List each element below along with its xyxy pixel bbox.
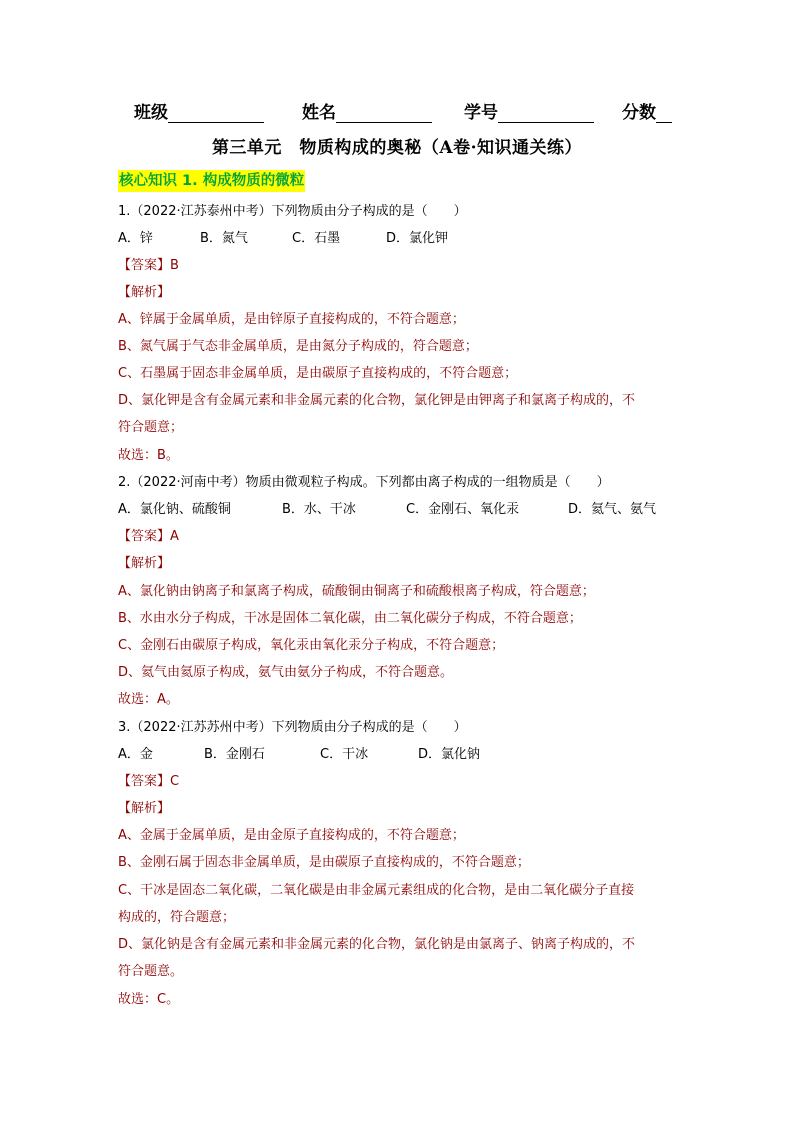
class-blank[interactable] <box>168 104 264 123</box>
question-2-conclusion: 故选：A。 <box>118 692 179 707</box>
option-d: D．氯化钠 <box>418 747 481 762</box>
question-3-analysis-line: D、氯化钠是含有金属元素和非金属元素的化合物，氯化钠是由氯离子、钠离子构成的，不 <box>118 937 636 952</box>
question-2-analysis-line: B、水由水分子构成，干冰是固体二氧化碳，由二氧化碳分子构成，不符合题意； <box>118 611 582 626</box>
option-c: C．金刚石、氧化汞 <box>406 502 520 517</box>
question-3-analysis-label: 【解析】 <box>118 801 171 816</box>
question-2-analysis-line: C、金刚石由碳原子构成，氧化汞由氧化汞分子构成，不符合题意； <box>118 638 505 653</box>
question-3-analysis-line: B、金刚石属于固态非金属单质，是由碳原子直接构成的，不符合题意； <box>118 855 530 870</box>
option-a: A．氯化钠、硫酸铜 <box>118 502 231 517</box>
question-3-stem: 3.（2022·江苏苏州中考）下列物质由分子构成的是（ ） <box>118 720 467 735</box>
score-field <box>622 98 672 123</box>
page-title: 第三单元 物质构成的奥秘（A卷·知识通关练） <box>211 138 583 158</box>
question-1-analysis-label: 【解析】 <box>118 285 171 300</box>
section-heading: 核心知识 1. 构成物质的微粒 <box>118 170 305 192</box>
option-a: A．金 <box>118 747 153 762</box>
question-3-analysis-line: 符合题意。 <box>118 964 184 979</box>
question-3-analysis-line: C、干冰是固态二氧化碳，二氧化碳是由非金属元素组成的化合物，是由二氧化碳分子直接 <box>118 883 635 898</box>
student-info-line <box>134 98 694 122</box>
class-label: 班级 <box>134 103 168 123</box>
question-2-stem: 2.（2022·河南中考）物质由微观粒子构成。下列都由离子构成的一组物质是（ ） <box>118 475 610 490</box>
id-label: 学号 <box>464 103 498 123</box>
question-3-analysis-line: A、金属于金属单质，是由金原子直接构成的，不符合题意； <box>118 828 465 843</box>
question-3-conclusion: 故选：C。 <box>118 992 180 1007</box>
question-1-analysis-line: C、石墨属于固态非金属单质，是由碳原子直接构成的，不符合题意； <box>118 366 518 381</box>
id-blank[interactable] <box>498 104 594 123</box>
option-d: D．氯化钾 <box>386 231 449 246</box>
option-b: B．金刚石 <box>204 747 265 762</box>
name-field <box>302 98 432 123</box>
question-2-analysis-line: D、氦气由氦原子构成，氨气由氨分子构成，不符合题意。 <box>118 665 454 680</box>
question-3-answer: 【答案】C <box>118 774 180 789</box>
question-1-analysis-line: D、氯化钾是含有金属元素和非金属元素的化合物，氯化钾是由钾离子和氯离子构成的，不 <box>118 393 636 408</box>
option-c: C．干冰 <box>320 747 369 762</box>
question-1-analysis-line: 符合题意； <box>118 420 184 435</box>
option-c: C．石墨 <box>292 231 341 246</box>
question-1-answer: 【答案】B <box>118 258 179 273</box>
option-a: A．锌 <box>118 231 153 246</box>
option-b: B．水、干冰 <box>282 502 356 517</box>
option-d: D．氦气、氨气 <box>568 502 657 517</box>
question-1-options <box>118 229 678 249</box>
name-blank[interactable] <box>336 104 432 123</box>
question-2-analysis-line: A、氯化钠由钠离子和氯离子构成，硫酸铜由铜离子和硫酸根离子构成，符合题意； <box>118 584 595 599</box>
question-3-options <box>118 745 678 765</box>
question-1-analysis-line: B、氮气属于气态非金属单质，是由氮分子构成的，符合题意； <box>118 339 478 354</box>
question-1-analysis-line: A、锌属于金属单质，是由锌原子直接构成的，不符合题意； <box>118 312 465 327</box>
question-2-analysis-label: 【解析】 <box>118 556 171 571</box>
option-b: B．氮气 <box>200 231 248 246</box>
question-3-analysis-line: 构成的，符合题意； <box>118 910 236 925</box>
question-1-conclusion: 故选：B。 <box>118 448 179 463</box>
id-field <box>464 98 594 123</box>
class-field <box>134 98 264 123</box>
name-label: 姓名 <box>302 103 336 123</box>
question-2-answer: 【答案】A <box>118 529 179 544</box>
score-blank[interactable] <box>656 104 672 123</box>
question-2-options <box>118 500 678 520</box>
score-label: 分数 <box>622 103 656 123</box>
question-1-stem: 1.（2022·江苏泰州中考）下列物质由分子构成的是（ ） <box>118 204 467 219</box>
